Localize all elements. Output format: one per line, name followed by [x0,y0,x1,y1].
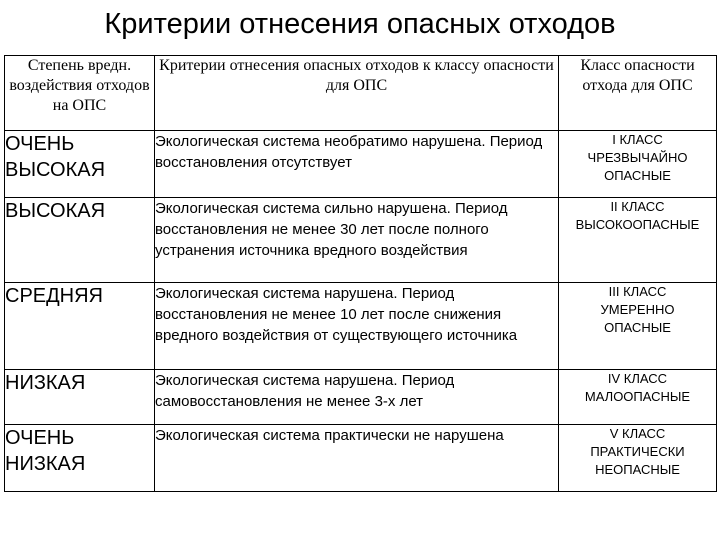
criterion-text: Экологическая система нарушена. Период самовосстановления не менее 3-х лет [155,370,559,425]
impact-level: СРЕДНЯЯ [5,283,155,370]
hazard-class-line: ВЫСОКООПАСНЫЕ [575,217,700,232]
hazard-class-line: НЕОПАСНЫЕ [595,462,680,477]
criterion-text: Экологическая система нарушена. Период восстановления не менее 10 лет после снижения вредного воздействия от существующего источника [155,283,559,370]
hazard-class [559,425,717,492]
hazard-class-line: III КЛАСС [608,284,667,299]
page-title: Критерии отнесения опасных отходов [104,8,616,40]
criterion-text: Экологическая система сильно нарушена. Период восстановления не менее 30 лет после полного устранения источника вредного воздействия [155,198,559,283]
hazard-class [559,283,717,370]
table-row [5,425,717,492]
table-row [5,283,717,370]
hazard-class [559,370,717,425]
table-header-row [5,56,717,131]
header-impact-degree: Степень вредн. воздействия отходов на ОПС [5,56,155,131]
hazard-class-line: ПРАКТИЧЕСКИ [590,444,685,459]
impact-level: ОЧЕНЬ НИЗКАЯ [5,425,155,492]
hazard-class-line: ЧРЕЗВЫЧАЙНО [587,150,688,165]
hazard-class-line: II КЛАСС [610,199,665,214]
hazard-class-line: ОПАСНЫЕ [604,168,671,183]
hazard-class-line: I КЛАСС [612,132,663,147]
header-hazard-class: Класс опасности отхода для ОПС [559,56,717,131]
header-criteria: Критерии отнесения опасных отходов к классу опасности для ОПС [155,56,559,131]
hazard-class-line: УМЕРЕННО [600,302,675,317]
table-row [5,198,717,283]
hazard-class [559,131,717,198]
table-row [5,131,717,198]
impact-level: НИЗКАЯ [5,370,155,425]
criterion-text: Экологическая система практически не нарушена [155,425,559,492]
impact-level: ВЫСОКАЯ [5,198,155,283]
hazard-criteria-table [4,55,717,492]
criterion-text: Экологическая система необратимо нарушена. Период восстановления отсутствует [155,131,559,198]
hazard-class-line: МАЛООПАСНЫЕ [584,389,691,404]
hazard-class-line: ОПАСНЫЕ [604,320,671,335]
hazard-class-line: IV КЛАСС [607,371,668,386]
impact-level: ОЧЕНЬ ВЫСОКАЯ [5,131,155,198]
hazard-class [559,198,717,283]
hazard-class-line: V КЛАСС [609,426,666,441]
table-row [5,370,717,425]
